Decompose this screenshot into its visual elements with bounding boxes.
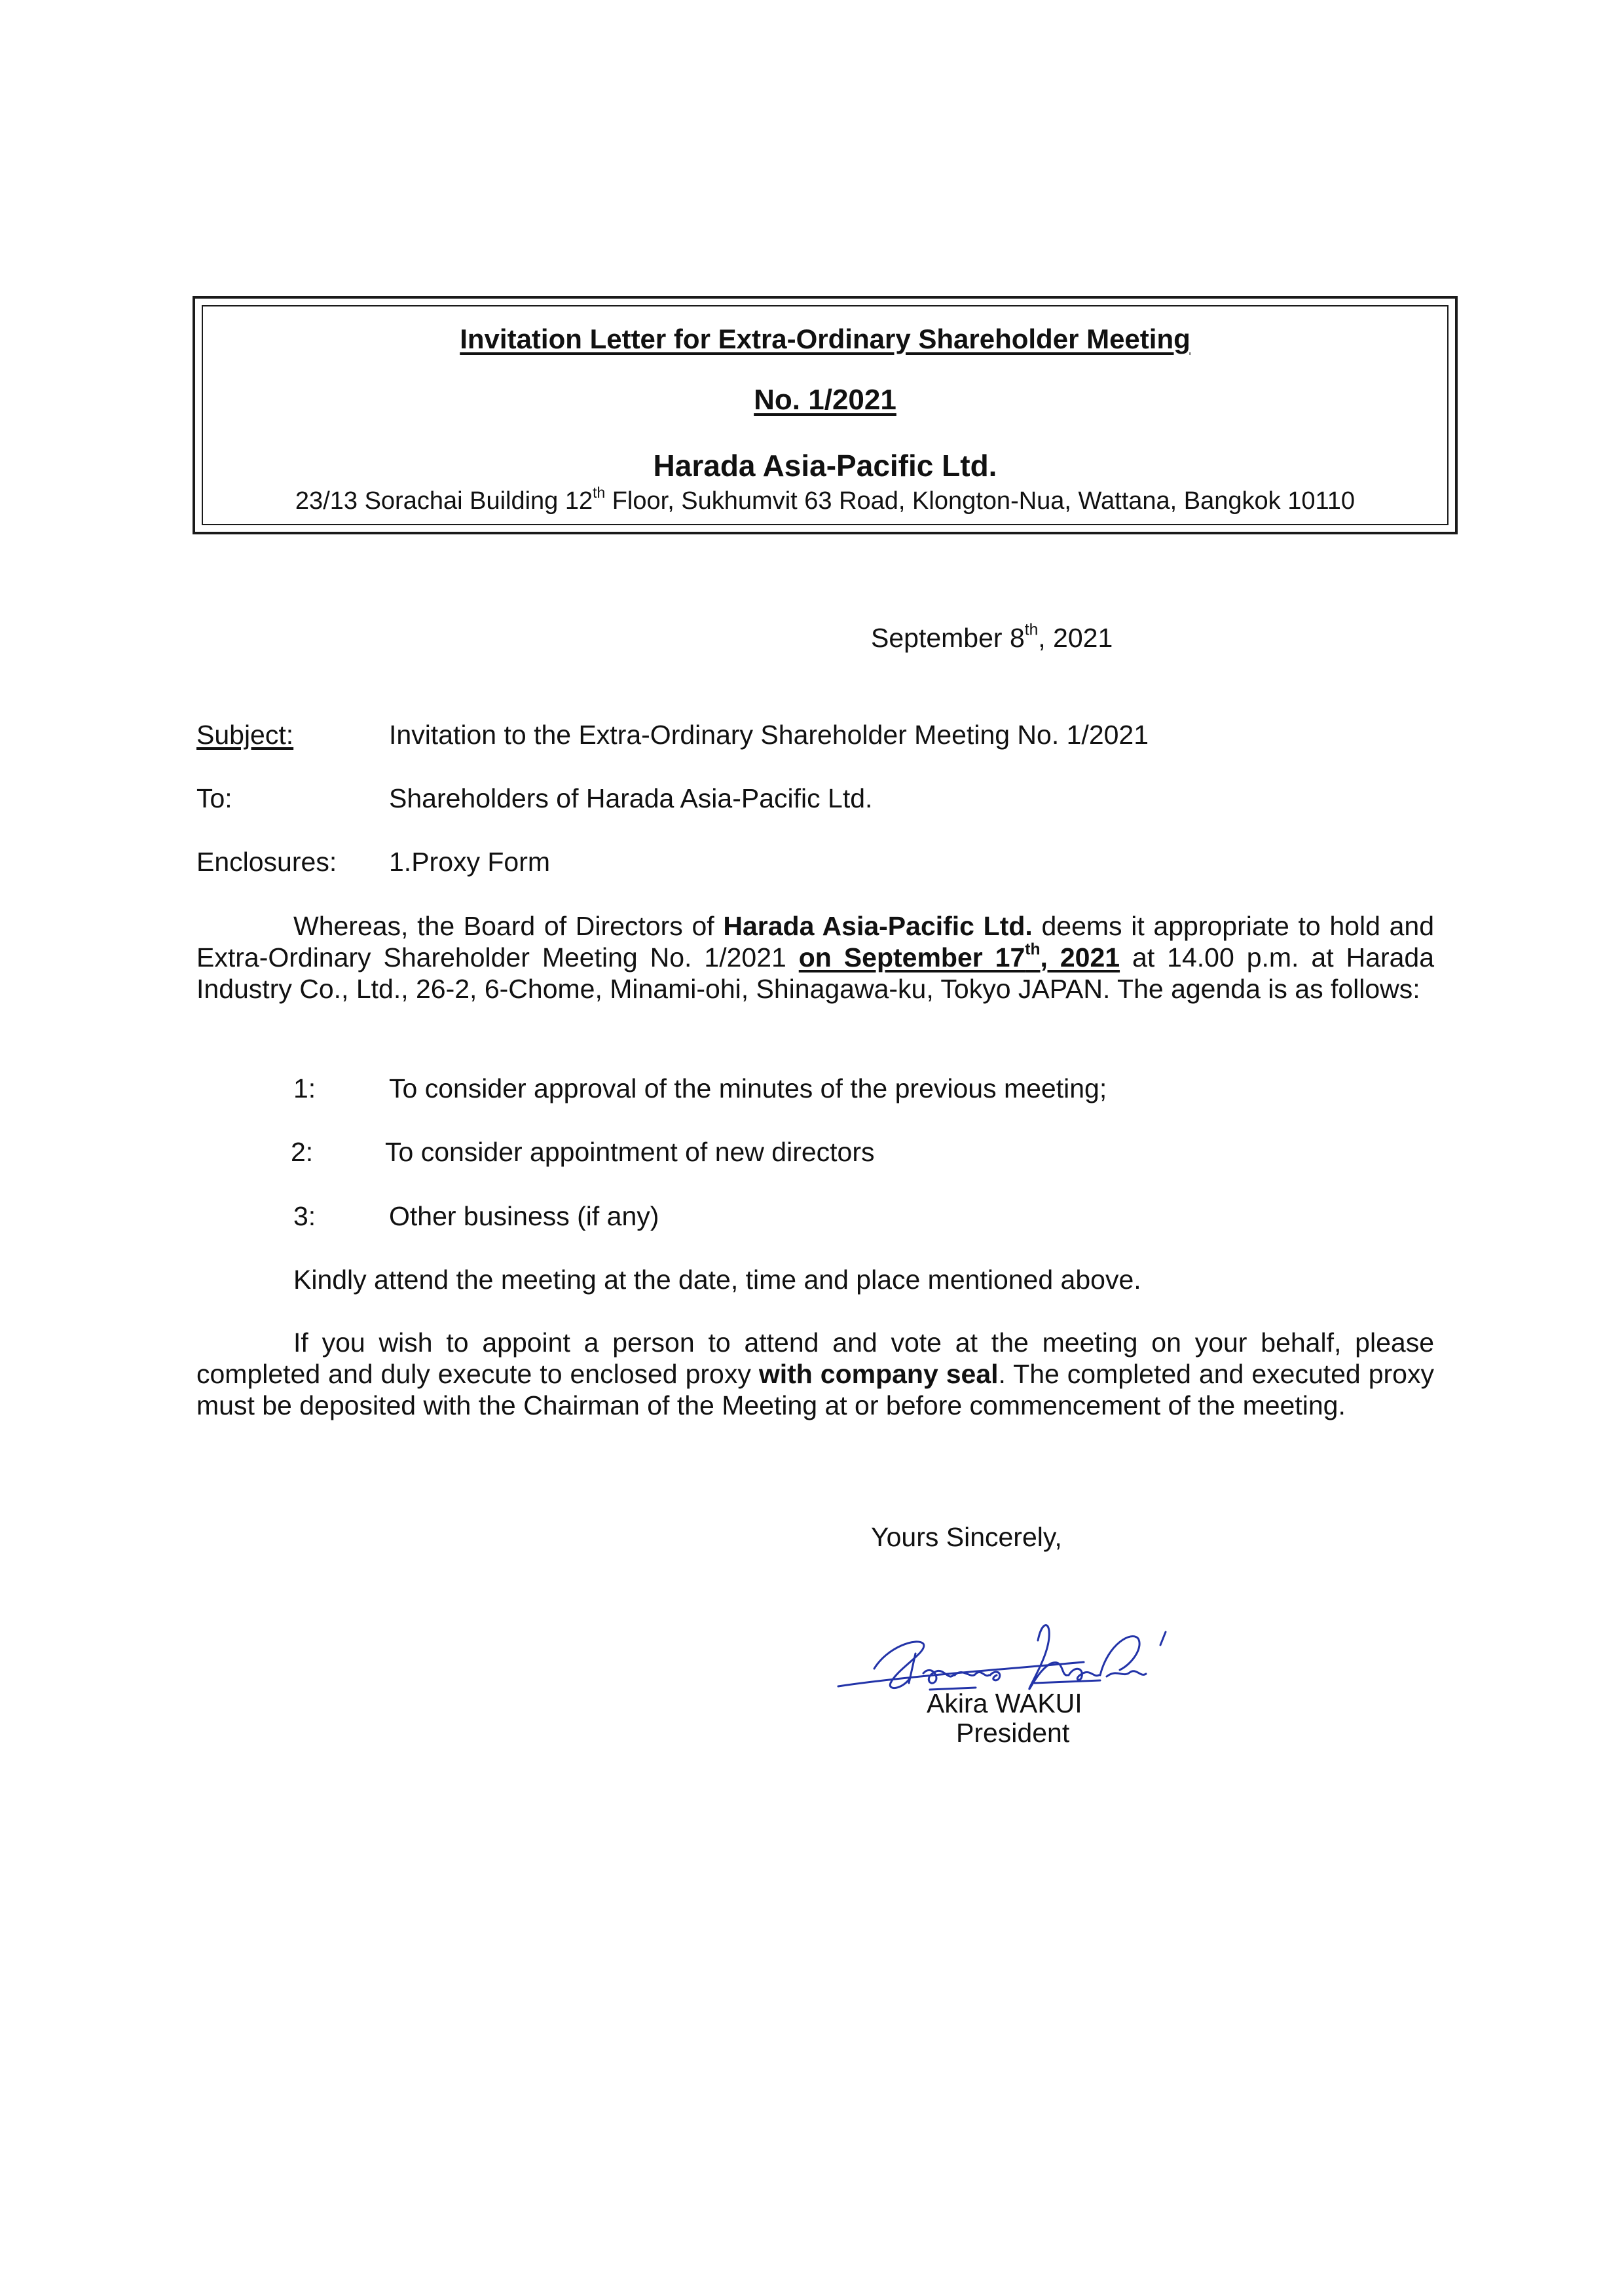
enclosures-value: 1.Proxy Form bbox=[389, 847, 551, 877]
letterhead-box bbox=[193, 296, 1458, 534]
meeting-number: No. 1/2021 bbox=[754, 384, 896, 416]
agenda-item: To consider appointment of new directors bbox=[385, 1137, 875, 1167]
agenda-number: 2: bbox=[291, 1137, 314, 1167]
letter-date: September 8th, 2021 bbox=[871, 621, 1113, 653]
company-address: 23/13 Sorachai Building 12th Floor, Sukhumvit 63 Road, Klongton-Nua, Wattana, Bangkok 10110 bbox=[295, 483, 1356, 515]
letter-title: Invitation Letter for Extra-Ordinary Shareholder Meeting bbox=[460, 324, 1190, 354]
company-name: Harada Asia-Pacific Ltd. bbox=[653, 449, 997, 483]
enclosures-label: Enclosures: bbox=[196, 847, 337, 877]
closing-salutation: Yours Sincerely, bbox=[871, 1522, 1062, 1552]
to-value: Shareholders of Harada Asia-Pacific Ltd. bbox=[389, 783, 873, 813]
attendance-request: Kindly attend the meeting at the date, time and place mentioned above. bbox=[293, 1265, 1141, 1295]
agenda-number: 3: bbox=[293, 1201, 316, 1231]
proxy-paragraph: If you wish to appoint a person to attend and vote at the meeting on your behalf, please completed and duly execute to enclosed proxy with company seal. The completed and executed proxy must be deposited with the Chairman of the Meeting at or before commencement of the meeting. bbox=[196, 1327, 1434, 1420]
subject-label: Subject: bbox=[196, 720, 294, 750]
signer-name: Akira WAKUI bbox=[927, 1688, 1082, 1718]
signer-title: President bbox=[956, 1718, 1070, 1748]
agenda-number: 1: bbox=[293, 1073, 316, 1103]
meeting-date-highlight: on September 17th, 2021 bbox=[798, 940, 1120, 972]
to-label: To: bbox=[196, 783, 232, 813]
agenda-item: Other business (if any) bbox=[389, 1201, 659, 1231]
agenda-item: To consider approval of the minutes of the previous meeting; bbox=[389, 1073, 1107, 1103]
subject-value: Invitation to the Extra-Ordinary Shareholder Meeting No. 1/2021 bbox=[389, 720, 1149, 750]
intro-paragraph: Whereas, the Board of Directors of Harada Asia-Pacific Ltd. deems it appropriate to hold and Extra-Ordinary Shareholder Meeting No. 1/2021 on September 17th, 2021 at 14.00 p.m. at Harada Industry Co., Ltd., 26-2, 6-Chome, Minami-ohi, Shinagawa-ku, Tokyo JAPAN. The agenda is as follows: bbox=[196, 911, 1435, 1004]
